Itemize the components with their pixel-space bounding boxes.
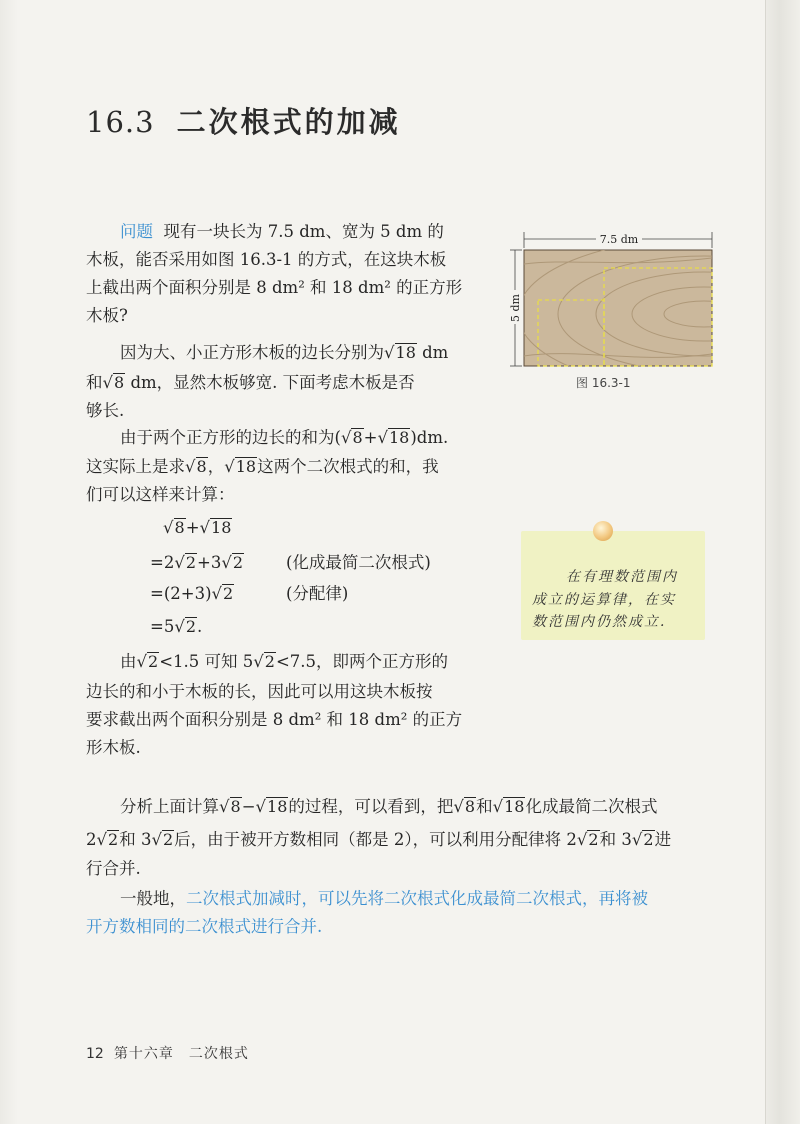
radicand-18: 18: [395, 343, 416, 362]
rule-line-2: 开方数相同的二次根式进行合并.: [86, 917, 323, 936]
problem-text-1: 现有一块长为 7.5 dm、宽为 5 dm 的: [163, 222, 444, 241]
para4-line-2: 2√2和 3√2后，由于被开方数相同（都是 2），可以利用分配律将 2√2和 3√2进: [86, 830, 672, 849]
problem-line-2: 木板，能否采用如图 16.3-1 的方式，在这块木板: [86, 250, 447, 269]
board-figure: [508, 228, 722, 378]
side-note-line-3: 数范围内仍然成立.: [532, 614, 667, 630]
calc-note-2: (分配律): [286, 584, 349, 603]
problem-label: 问题: [120, 222, 153, 241]
para2-line-2: 这实际上是求√8，√18这两个二次根式的和，我: [86, 457, 439, 476]
section-title: 二次根式的加减: [176, 105, 401, 139]
para3-line-4: 形木板.: [86, 738, 141, 757]
para4-line-3: 行合并.: [86, 859, 141, 878]
problem-line-4: 木板?: [86, 306, 128, 325]
para3-line-1: 由√2<1.5 可知 5√2<7.5，即两个正方形的: [120, 652, 449, 671]
para1-line-2: 和√8 dm，显然木板够宽. 下面考虑木板是否: [86, 373, 415, 392]
page-edge-left: [0, 0, 18, 1124]
page-number: 12: [86, 1046, 104, 1062]
para1-line-3: 够长.: [86, 401, 125, 420]
calc-line-2: =2√2+3√2: [150, 553, 244, 572]
pin-icon: [593, 521, 613, 541]
figure-caption: 图 16.3-1: [576, 376, 631, 390]
radicand-8: 8: [114, 373, 125, 392]
height-label: 5 dm: [509, 294, 522, 322]
chapter-title: 第十六章 二次根式: [113, 1046, 249, 1062]
para4-line-1: 分析上面计算√8−√18的过程，可以看到，把√8和√18化成最简二次根式: [120, 797, 658, 816]
width-label: 7.5 dm: [599, 233, 639, 246]
calc-note-1: (化成最简二次根式): [286, 553, 431, 572]
section-number: 16.3: [86, 105, 155, 139]
para1-line-1: 因为大、小正方形木板的边长分别为√18 dm: [120, 343, 449, 362]
page-footer: [86, 1043, 249, 1063]
section-heading: [86, 100, 401, 141]
calc-line-4: =5√2.: [150, 617, 203, 636]
para2-line-3: 们可以这样来计算：: [86, 485, 235, 504]
side-note-line-2: 成立的运算律，在实: [532, 592, 676, 608]
para2-line-1: 由于两个正方形的边长的和为(√8+√18)dm.: [120, 428, 449, 447]
rule-line-1: 一般地，二次根式加减时，可以先将二次根式化成最简二次根式，再将被: [120, 889, 648, 908]
problem-line-3: 上截出两个面积分别是 8 dm² 和 18 dm² 的正方形: [86, 278, 463, 297]
para3-line-3: 要求截出两个面积分别是 8 dm² 和 18 dm² 的正方: [86, 710, 463, 729]
page-edge-right: [765, 0, 800, 1124]
para3-line-2: 边长的和小于木板的长，因此可以用这块木板按: [86, 682, 433, 701]
problem-line-1: [120, 221, 444, 243]
calc-line-3: =(2+3)√2: [150, 584, 234, 603]
side-note-line-1: 在有理数范围内: [566, 569, 678, 585]
calc-line-1: √8+√18: [163, 518, 232, 537]
